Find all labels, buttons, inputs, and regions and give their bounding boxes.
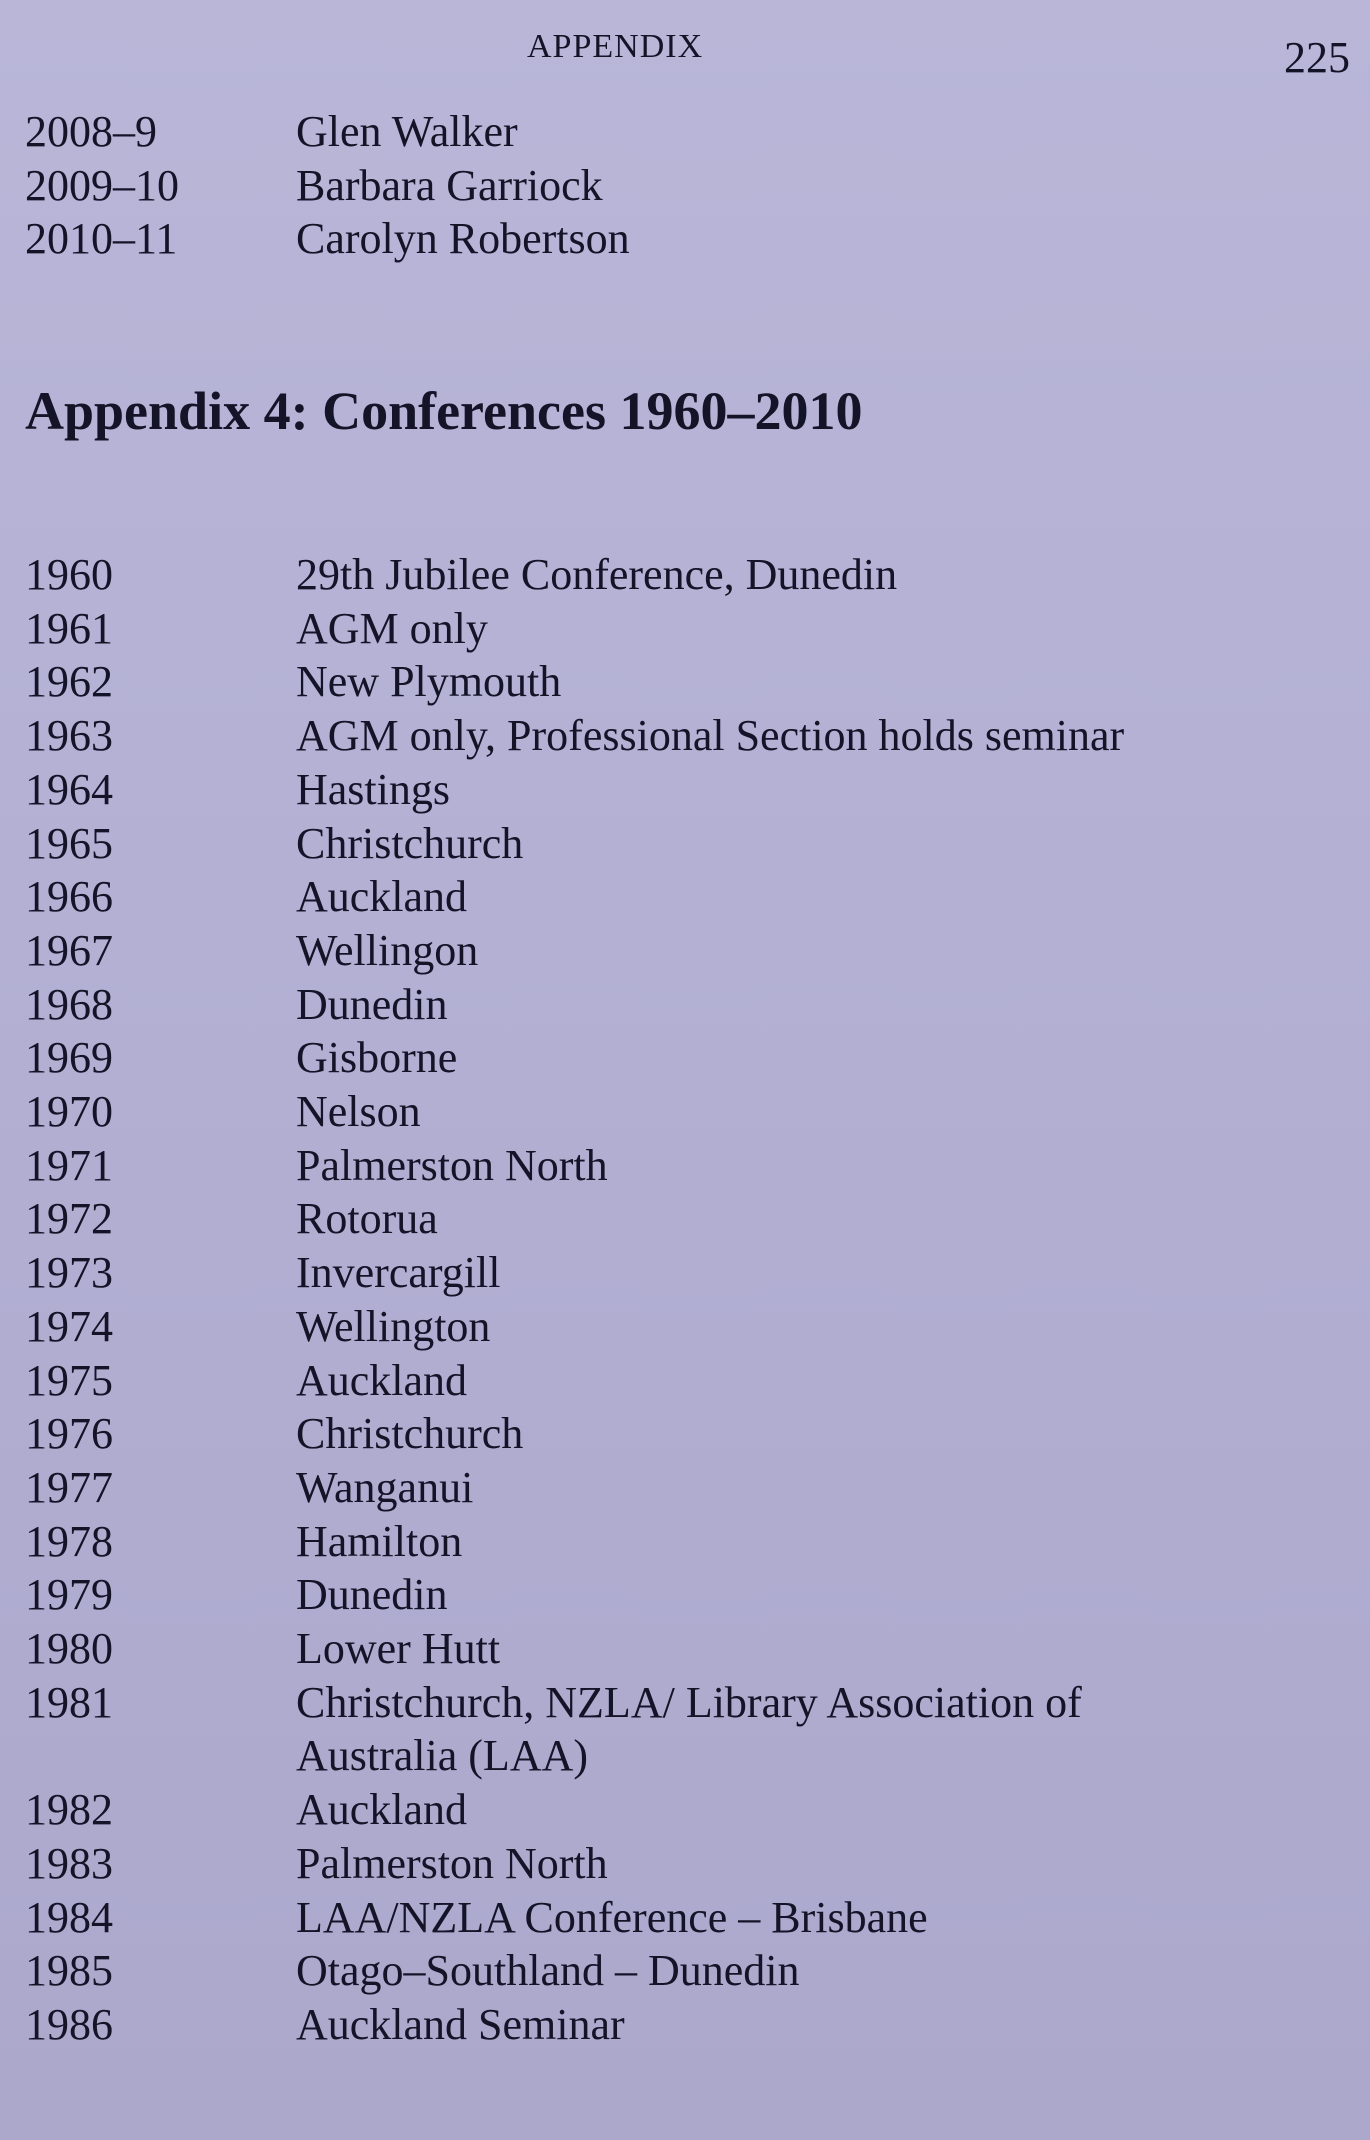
conference-row	[25, 978, 1345, 1032]
conference-year: 1961	[25, 603, 113, 653]
conference-year: 1973	[25, 1248, 113, 1298]
conference-year: 1978	[25, 1516, 113, 1566]
conference-list	[25, 548, 1345, 2052]
conference-row	[25, 1783, 1345, 1837]
conference-location: Hastings	[296, 764, 450, 814]
conference-location: Hamilton	[296, 1516, 463, 1566]
conference-year: 1963	[25, 711, 113, 761]
conference-year	[25, 1729, 296, 1783]
conference-row	[25, 763, 1345, 817]
conference-year: 1976	[25, 1409, 113, 1459]
president-name: Carolyn Robertson	[296, 214, 630, 264]
conference-row	[25, 1891, 1345, 1945]
conference-location: Wellington	[296, 1301, 491, 1351]
conference-row	[25, 870, 1345, 924]
conference-year: 1966	[25, 872, 113, 922]
conference-row	[25, 1568, 1345, 1622]
president-row	[25, 159, 1325, 213]
conference-row	[25, 1300, 1345, 1354]
conference-location: 29th Jubilee Conference, Dunedin	[296, 550, 898, 599]
conference-location: Gisborne	[296, 1033, 458, 1083]
page-header	[0, 28, 1370, 82]
conference-location: AGM only, Professional Section holds seminar	[296, 711, 1125, 761]
conference-location: Dunedin	[296, 979, 448, 1029]
conference-row	[25, 1461, 1345, 1515]
conference-year: 1969	[25, 1033, 113, 1083]
conference-row	[25, 548, 1345, 602]
conference-row	[25, 1192, 1345, 1246]
conference-year: 1960	[25, 550, 113, 599]
president-row	[25, 105, 1325, 159]
conference-location: Otago–Southland – Dunedin	[296, 1946, 800, 1996]
conference-year: 1979	[25, 1570, 113, 1620]
conference-row	[25, 1676, 1345, 1730]
conference-location: New Plymouth	[296, 657, 562, 707]
conference-row	[25, 1944, 1345, 1998]
conference-row-continuation	[25, 1729, 1345, 1783]
conference-row	[25, 1515, 1345, 1569]
conference-year: 1970	[25, 1087, 113, 1137]
conference-location: Australia (LAA)	[296, 1731, 589, 1781]
conference-year: 1967	[25, 925, 113, 975]
conference-year: 1962	[25, 657, 113, 707]
conference-year: 1975	[25, 1355, 113, 1405]
president-name: Glen Walker	[296, 107, 518, 156]
running-head: APPENDIX	[527, 28, 704, 65]
conference-row	[25, 1622, 1345, 1676]
conference-location: Nelson	[296, 1087, 421, 1137]
conference-row	[25, 1407, 1345, 1461]
conference-year: 1984	[25, 1892, 113, 1942]
conference-location: AGM only	[296, 603, 488, 653]
conference-row	[25, 1031, 1345, 1085]
conference-location: Auckland	[296, 872, 468, 922]
conference-row	[25, 817, 1345, 871]
appendix-heading: Appendix 4: Conferences 1960–2010	[25, 381, 863, 441]
conference-location: Wanganui	[296, 1462, 474, 1512]
conference-location: Lower Hutt	[296, 1624, 501, 1674]
conference-row	[25, 1085, 1345, 1139]
conference-year: 1974	[25, 1301, 113, 1351]
term-years: 2009–10	[25, 160, 179, 210]
conference-year: 1971	[25, 1140, 113, 1190]
page-number: 225	[1284, 33, 1350, 82]
conference-year: 1982	[25, 1785, 113, 1835]
conference-year: 1964	[25, 764, 113, 814]
conference-year: 1968	[25, 979, 113, 1029]
conference-row	[25, 655, 1345, 709]
conference-location: Auckland	[296, 1785, 468, 1835]
president-row	[25, 212, 1325, 266]
conference-row	[25, 1354, 1345, 1408]
term-years: 2010–11	[25, 214, 178, 264]
conference-location: Christchurch, NZLA/ Library Association of	[296, 1677, 1082, 1727]
conference-year: 1983	[25, 1838, 113, 1888]
conference-row	[25, 1837, 1345, 1891]
conference-row	[25, 602, 1345, 656]
conference-row	[25, 1246, 1345, 1300]
conference-location: Palmerston North	[296, 1838, 608, 1888]
president-name: Barbara Garriock	[296, 160, 603, 210]
conference-year: 1985	[25, 1946, 113, 1996]
conference-row	[25, 924, 1345, 978]
conference-year: 1965	[25, 818, 113, 868]
conference-location: Christchurch	[296, 818, 524, 868]
conference-year: 1977	[25, 1462, 113, 1512]
conference-location: Invercargill	[296, 1248, 501, 1298]
conference-location: LAA/NZLA Conference – Brisbane	[296, 1892, 928, 1942]
conference-row	[25, 1139, 1345, 1193]
conference-location: Christchurch	[296, 1409, 524, 1459]
conference-location: Dunedin	[296, 1570, 448, 1620]
conference-location: Wellingon	[296, 925, 479, 975]
conference-year: 1980	[25, 1624, 113, 1674]
conference-row	[25, 1998, 1345, 2052]
conference-location: Rotorua	[296, 1194, 438, 1244]
conference-year: 1972	[25, 1194, 113, 1244]
conference-location: Palmerston North	[296, 1140, 608, 1190]
conference-row	[25, 709, 1345, 763]
conference-location: Auckland Seminar	[296, 1999, 625, 2049]
term-years: 2008–9	[25, 107, 157, 156]
conference-year: 1986	[25, 1999, 113, 2049]
president-list	[25, 105, 1325, 266]
conference-year: 1981	[25, 1677, 113, 1727]
conference-location: Auckland	[296, 1355, 468, 1405]
